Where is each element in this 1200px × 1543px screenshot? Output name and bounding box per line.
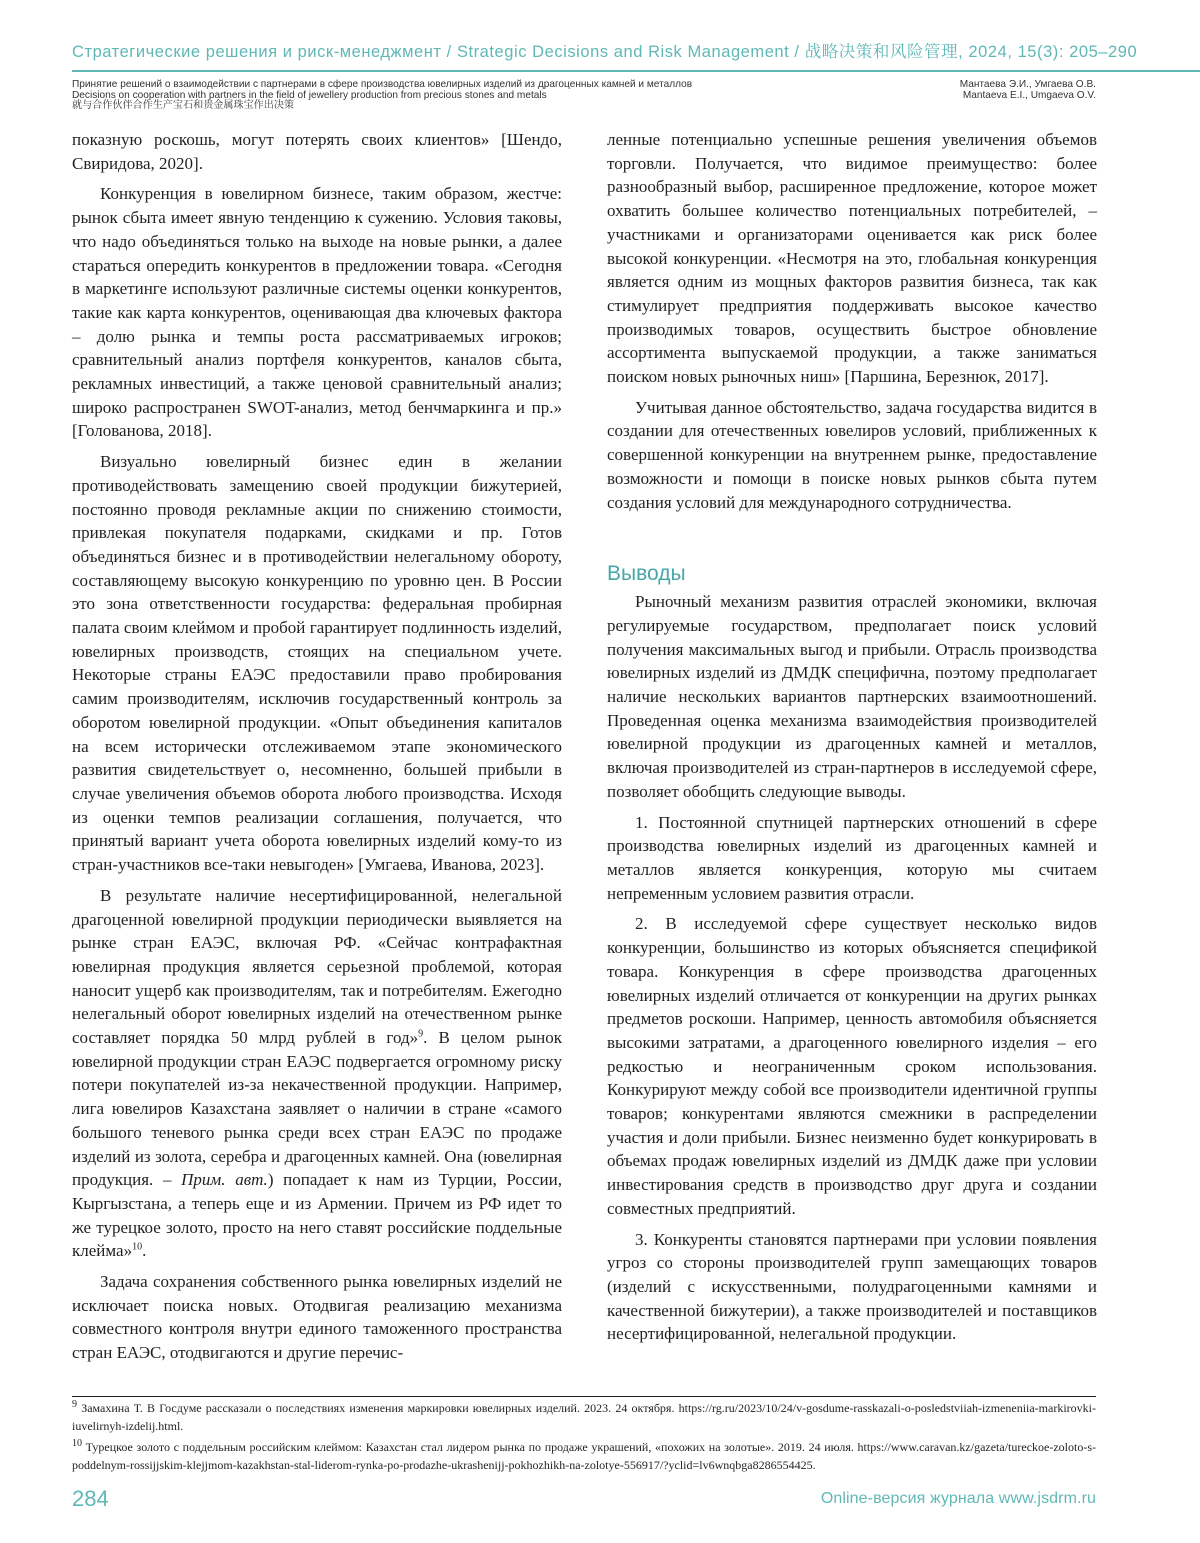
paragraph: 1. Постоянной спутницей партнерских отношений в сфере производства ювелирных изделий из драгоценных камней и металлов является конкуренция, которую мы считаем непременным условием развития отрасли.	[607, 812, 1097, 903]
footnote-text: Замахина Т. В Госдуме рассказали о последствиях изменения маркировки ювелирных изделий. 2023. 24 октября. https://rg.ru/2023/10/24/v-gosdume-rasskazali-o-posledstviiah-izmeneniia-markirovki-iuvelirnyh-izdelij.html.	[72, 1401, 1096, 1433]
text-span: ) попадает к нам из Турции, России, Кыргызстана, а теперь еще и из Армении. Причем из РФ идет то же турецкое золото, просто на него ставят российские поддельные клейма»	[72, 1170, 562, 1261]
journal-title: Стратегические решения и риск-менеджмент / Strategic Decisions and Risk Management / 战略决策和风险管理, 2024, 15(3): 205–290	[72, 43, 1138, 61]
footnote-number: 9	[72, 1399, 77, 1410]
footnote-ref-9[interactable]: 9	[418, 1028, 424, 1040]
authors-en: Mantaeva E.I., Umgaeva O.V.	[962, 89, 1096, 101]
article-title-en: Decisions on cooperation with partners in the field of jewellery production from precious stones and metals	[72, 89, 547, 101]
paragraph: 2. В исследуемой сфере существует несколько видов конкуренции, большинство из которых объясняется спецификой товара. Конкуренция в сфере производства драгоценных ювелирных изделий отличается от конкуренции на других рынках предметов роскоши. Например, ценность автомобиля объясняется высокими затратами, а драгоценного ювелирного изделия – его редкостью и неограниченным сроком использования. Конкурируют между собой все производители идентичной группы товаров; конкурентами являются смежники в распределении участия и доли прибыли. Бизнес неизменно будет конкурировать в объемах продаж ювелирных изделий из ДМДК даже при условии инвестирования средств в производство друг друга и создании совместных предприятий.	[607, 914, 1097, 1218]
online-version-link[interactable]: Online-версия журнала www.jsdrm.ru	[820, 1490, 1096, 1507]
authors-ru: Мантаева Э.И., Умгаева О.В.	[959, 79, 1096, 90]
right-column	[607, 128, 1097, 1346]
text-span: В результате наличие несертифицированной, нелегальной драгоценной ювелирной продукции периодически выявляется на рынке стран ЕАЭС, включая РФ. «Сейчас контрафактная ювелирная продукция является серьезной проблемой, которая наносит ущерб как производителям, так и потребителям. Ежегодно нелегальный оборот ювелирных изделий на отечественном рынке составляет порядка 50 млрд рублей в год»	[72, 885, 562, 1048]
footnote-9	[72, 1400, 1096, 1435]
paragraph: 3. Конкуренты становятся партнерами при условии появления угроз со стороны производителей групп замещающих товаров (изделий с искусственными, полудрагоценными камнями и качественной бижутерии), а также производителей и поставщиков несертифицированной, нелегальной продукции.	[607, 1229, 1097, 1344]
article-title-ru: Принятие решений о взаимодействии с партнерами в сфере производства ювелирных изделий из драгоценных камней и металлов	[72, 79, 693, 90]
paragraph: Рыночный механизм развития отраслей экономики, включая регулируемые государством, предполагает поиск условий получения максимальных выгод и прибыли. Отрасль производства ювелирных изделий из ДМДК специфична, поэтому предполагает наличие нескольких вариантов партнерских взаимоотношений. Проведенная оценка механизма взаимодействия производителей ювелирной продукции из драгоценных камней и металлов, включая производителей из стран-партнеров в исследуемой сфере, позволяет обобщить следующие выводы.	[607, 592, 1097, 801]
paragraph: ленные потенциально успешные решения увеличения объемов торговли. Получается, что видимое преимущество: более разнообразный выбор, расширенное предложение, которое может охватить большее количество потенциальных потребителей, – участниками и организаторами оценивается как риск более высокой конкуренции. «Несмотря на это, глобальная конкуренция является одним из мощных факторов развития бизнеса, так как стимулирует предприятия поддерживать высокое качество производимых товаров, осуществить быстрое обновление ассортимента выпускаемой продукции, а также заниматься поиском новых рыночных ниш» [Паршина, Березнюк, 2017].	[607, 130, 1097, 387]
author-note: Прим. авт.	[181, 1170, 268, 1190]
header-divider	[72, 70, 1200, 72]
left-column	[72, 128, 562, 1365]
paragraph: показную роскошь, могут потерять своих клиентов» [Шендо, Свиридова, 2020].	[72, 130, 562, 173]
running-head-title	[72, 80, 832, 112]
page-number: 284	[72, 1486, 109, 1511]
footnote-text: Турецкое золото с поддельным российским клеймом: Казахстан стал лидером рынка по продаже украшений, «похожих на золотые». 2019. 24 июля. https://www.caravan.kz/gazeta/tureckoe-zoloto-s-poddelnym-rossijjskim-klejjmom-kazakhstan-stal-liderom-rynka-po-prodazhe-ukrashenijj-pokhozhikh-na-zolotye-556917/?yclid=lv6wnqbga8286554425.	[72, 1440, 1096, 1472]
paragraph	[72, 884, 562, 1263]
section-heading-conclusions: Выводы	[607, 562, 686, 586]
article-title-zh: 就与合作伙伴合作生产宝石和贵金属珠宝作出决策	[72, 100, 295, 112]
footnote-number: 10	[72, 1438, 82, 1449]
running-head-authors	[796, 80, 1096, 101]
text-span: . В целом рынок ювелирной продукции стран ЕАЭС подвергается огромному риску потери покупателей из-за некачественной продукции. Например, лига ювелиров Казахстана заявляет о наличии в стране «самого большого теневого рынка среди всех стран ЕАЭС по продаже изделий из золота, серебра и драгоценных камней. Она (ювелирная продукция. –	[72, 1028, 562, 1190]
footnotes	[72, 1400, 1096, 1474]
footnote-10	[72, 1439, 1096, 1474]
footnote-ref-10[interactable]: 10	[132, 1241, 143, 1253]
text-span: .	[142, 1241, 147, 1261]
paragraph: Конкуренция в ювелирном бизнесе, таким образом, жестче: рынок сбыта имеет явную тенденцию к сужению. Условия таковы, что надо объединяться только на выходе на новые рынки, а далее стараться опередить конкурентов в предложении товара. «Сегодня в маркетинге используют различные системы оценки конкурентов, такие как карта конкурентов, оценивающая два ключевых фактора – долю рынка и темпы роста рассматриваемых игроков; сравнительный анализ портфеля конкурентов, каналов сбыта, рекламных инвестиций, а также ценовой сравнительный анализ; широко распространен SWOT-анализ, метод бенчмаркинга и пр.» [Голованова, 2018].	[72, 184, 562, 441]
paragraph: Визуально ювелирный бизнес един в желании противодействовать замещению своей продукции бижутерией, постоянно проводя рекламные акции по снижению стоимости, привлекая покупателя подарками, скидками и пр. Готов объединяться бизнес и в противодействии нелегальному обороту, составляющему высокую конкуренцию по уровню цен. В России это зона ответственности государства: федеральная пробирная палата своим клеймом и пробой гарантирует подлинность изделий, ювелирных производств, стоящих на специальном учете. Некоторые страны ЕАЭС предоставили право пробирования самим производителям, исключив государственный контроль за оборотом ювелирной продукции. «Опыт объединения капиталов на всем исторически отслеживаемом этапе экономического развития свидетельствует о, несомненно, большей прибыли в случае увеличения объемов оборота любого производства. Исходя из оценки темпов реализации соглашения, получается, что принятый вариант учета оборота ювелирных изделий кому-то из стран-участников все-таки невыгоден» [Умгаева, Иванова, 2023].	[72, 452, 562, 875]
footnote-divider	[72, 1396, 1096, 1397]
journal-header	[72, 38, 1200, 62]
paragraph: Задача сохранения собственного рынка ювелирных изделий не исключает поиска новых. Отодвигая реализацию механизма совместного контроля внутри единого таможенного пространства стран ЕАЭС, отодвигаются и другие перечис-	[72, 1272, 562, 1363]
paragraph: Учитывая данное обстоятельство, задача государства видится в создании для отечественных ювелиров условий, приближенных к совершенной конкуренции на внутреннем рынке, предоставление возможности и помощи в поиске новых рынков сбыта путем создания условий для международного сотрудничества.	[607, 397, 1097, 512]
